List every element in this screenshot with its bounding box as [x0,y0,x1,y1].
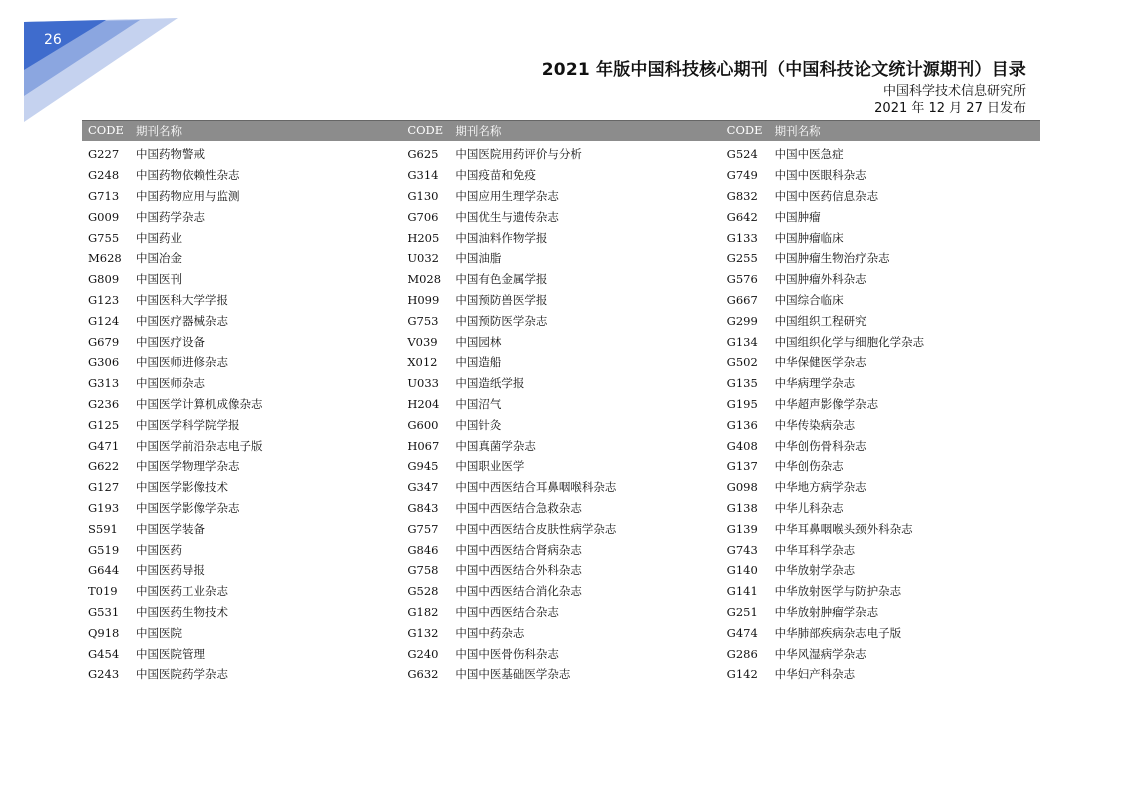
journal-name: 中国肿瘤临床 [774,230,844,245]
journal-code: G642 [726,209,758,224]
table-row [401,560,720,581]
table-row [401,227,720,248]
journal-code: G502 [726,355,758,370]
journal-name: 中国职业医学 [455,459,525,474]
journal-name: 中国医刊 [136,272,182,287]
corner-decoration [0,0,180,130]
table-row [82,269,401,290]
journal-name: 中国预防医学杂志 [455,313,548,328]
journal-code: U033 [407,376,439,391]
journal-code: G474 [726,625,758,640]
journal-name: 中国中西医结合皮肤性病学杂志 [455,521,617,536]
table-row [82,248,401,269]
publish-date: 2021 年 12 月 27 日发布 [874,101,1026,116]
journal-name: 中国中医骨伤科杂志 [455,646,559,661]
journal-code: G471 [88,438,120,453]
journal-name: 中国针灸 [455,417,502,432]
journal-name: 中国中药杂志 [455,625,525,640]
journal-name: 中华病理学杂志 [774,376,856,391]
journal-name: 中华保健医学杂志 [774,355,867,370]
journal-name: 中华地方病学杂志 [774,480,867,495]
journal-name: 中国医学影像学杂志 [136,500,240,515]
journal-name: 中国药物警戒 [136,147,205,162]
table-row [401,310,720,331]
journal-code: M628 [88,251,122,266]
journal-name: 中国中西医结合肾病杂志 [455,542,582,557]
table-row [82,435,401,456]
journal-code: Q918 [88,625,120,640]
journal-name: 中国药物应用与监测 [136,188,240,203]
journal-code: G667 [726,292,758,307]
table-row [401,248,720,269]
table-row [721,165,1040,186]
table-column [82,144,401,685]
journal-code: X012 [407,355,438,370]
journal-code: T019 [88,584,118,599]
table-row [721,518,1040,539]
journal-code: G142 [726,667,758,682]
journal-name: 中华创伤骨科杂志 [774,438,867,453]
journal-name: 中国肿瘤 [774,209,821,224]
journal-code: G945 [407,459,439,474]
journal-code: G706 [407,209,439,224]
table-row [82,664,401,685]
journal-name: 中国中西医结合消化杂志 [455,584,582,599]
journal-code: G251 [726,604,758,619]
document-title: 2021 年版中国科技核心期刊（中国科技论文统计源期刊）目录 [541,60,1026,80]
table-row [721,186,1040,207]
journal-name: 中国沼气 [455,396,502,411]
journal-code: G133 [726,230,758,245]
journal-code: G134 [726,334,758,349]
journal-code: H204 [407,396,440,411]
journal-code: G743 [726,542,758,557]
journal-name: 中国中医药信息杂志 [774,188,879,203]
journal-code: G009 [88,209,120,224]
table-row [82,581,401,602]
journal-code: G130 [407,188,439,203]
journal-name: 中国中医眼科杂志 [774,168,867,183]
table-row [82,227,401,248]
table-row [82,373,401,394]
table-row [721,602,1040,623]
journal-name: 中国药业 [136,230,182,245]
table-row [721,227,1040,248]
journal-code: G135 [726,376,758,391]
table-column [721,144,1040,685]
journal-name: 中国医院用药评价与分析 [455,147,582,162]
journal-name: 中国园林 [455,334,502,349]
table-row [401,373,720,394]
table-row [721,248,1040,269]
code-header: CODE [88,123,124,137]
journal-name: 中国真菌学杂志 [455,438,536,453]
table-row [721,498,1040,519]
journal-code: G454 [88,646,120,661]
journal-table [82,120,1040,685]
journal-code: G137 [726,459,758,474]
journal-code: H067 [407,438,440,453]
journal-name: 中国医药工业杂志 [136,584,228,599]
journal-code: V039 [407,334,438,349]
journal-code: G625 [407,147,439,162]
journal-name: 中国肿瘤生物治疗杂志 [774,251,890,266]
journal-code: G755 [88,230,120,245]
journal-name: 中国医学物理学杂志 [136,459,240,474]
table-row [721,456,1040,477]
table-row [82,477,401,498]
journal-code: G347 [407,480,439,495]
journal-code: G519 [88,542,120,557]
table-row [721,331,1040,352]
table-row [82,560,401,581]
table-row [721,290,1040,311]
table-row [721,560,1040,581]
table-row [82,394,401,415]
table-row [82,622,401,643]
journal-name: 中华传染病杂志 [774,417,856,432]
journal-code: G240 [407,646,439,661]
journal-name: 中国造船 [455,355,502,370]
journal-name: 中国造纸学报 [455,376,525,391]
journal-code: G141 [726,584,758,599]
journal-name: 中华放射医学与防护杂志 [774,584,902,599]
journal-code: G195 [726,396,758,411]
table-row [721,477,1040,498]
code-header: CODE [726,123,763,137]
journal-code: G531 [88,604,120,619]
journal-name: 中国医疗设备 [136,334,205,349]
journal-name: 中国医学装备 [136,521,205,536]
journal-name: 中国中医基础医学杂志 [455,667,571,682]
table-header [82,121,1040,141]
table-row [82,310,401,331]
table-row [82,498,401,519]
journal-code: G098 [726,480,758,495]
journal-name: 中国优生与遗传杂志 [455,209,559,224]
journal-name: 中华风湿病学杂志 [774,646,867,661]
journal-name: 中国医科大学学报 [136,292,228,307]
journal-code: G753 [407,313,439,328]
table-row [82,165,401,186]
table-row [401,290,720,311]
journal-name: 中国预防兽医学报 [455,292,548,307]
journal-name: 中国医学影像技术 [136,480,228,495]
table-row [721,664,1040,685]
journal-name: 中华超声影像学杂志 [774,396,879,411]
journal-name: 中国综合临床 [774,292,844,307]
journal-code: G193 [88,500,120,515]
journal-code: G136 [726,417,758,432]
table-row [401,498,720,519]
journal-code: G139 [726,521,758,536]
journal-name: 中华妇产科杂志 [774,667,856,682]
journal-code: G140 [726,563,758,578]
journal-code: G236 [88,396,120,411]
journal-code: G138 [726,500,758,515]
table-row [401,456,720,477]
table-row [721,414,1040,435]
journal-name: 中华放射肿瘤学杂志 [774,604,879,619]
journal-code: G243 [88,667,120,682]
table-row [401,602,720,623]
table-row [82,331,401,352]
journal-code: G576 [726,272,758,287]
journal-code: G299 [726,313,758,328]
journal-code: G286 [726,646,758,661]
journal-code: G255 [726,251,758,266]
table-row [82,352,401,373]
journal-name: 中华肺部疾病杂志电子版 [774,625,902,640]
journal-code: G306 [88,355,120,370]
name-header: 期刊名称 [136,124,182,138]
journal-name: 中国有色金属学报 [455,272,548,287]
journal-code: H205 [407,230,440,245]
journal-code: G644 [88,563,120,578]
page-number: 26 [44,32,62,48]
table-row [401,394,720,415]
journal-name: 中国中西医结合耳鼻咽喉科杂志 [455,480,617,495]
journal-code: G632 [407,667,439,682]
table-row [721,435,1040,456]
journal-name: 中华耳鼻咽喉头颈外科杂志 [774,521,913,536]
name-header: 期刊名称 [774,124,821,138]
table-row [82,602,401,623]
table-row [721,622,1040,643]
table-row [401,331,720,352]
journal-code: G314 [407,168,439,183]
journal-code: G600 [407,417,439,432]
table-body [82,144,1040,685]
journal-name: 中国油料作物学报 [455,230,548,245]
table-row [401,144,720,165]
name-header: 期刊名称 [455,124,502,138]
journal-name: 中国医师进修杂志 [136,355,228,370]
journal-name: 中华放射学杂志 [774,563,856,578]
journal-code: G758 [407,563,439,578]
journal-code: G809 [88,272,120,287]
journal-name: 中国中医急症 [774,147,844,162]
journal-code: G127 [88,480,120,495]
journal-code: G408 [726,438,758,453]
journal-name: 中华耳科学杂志 [774,542,856,557]
document-header [542,58,1026,117]
journal-name: 中国组织化学与细胞化学杂志 [774,334,925,349]
table-row [721,269,1040,290]
journal-name: 中国冶金 [136,251,182,266]
journal-name: 中国药物依赖性杂志 [136,168,240,183]
table-row [82,290,401,311]
journal-code: G524 [726,147,758,162]
journal-name: 中国医疗器械杂志 [136,313,228,328]
journal-code: H099 [407,292,440,307]
table-row [82,414,401,435]
table-row [721,581,1040,602]
journal-code: U032 [407,251,439,266]
journal-code: G248 [88,168,120,183]
journal-code: G182 [407,604,439,619]
table-row [401,352,720,373]
journal-name: 中国医药 [136,542,182,557]
table-row [401,269,720,290]
journal-name: 中华儿科杂志 [774,500,844,515]
journal-name: 中国医师杂志 [136,376,205,391]
journal-code: G227 [88,147,120,162]
journal-name: 中国疫苗和免疫 [455,168,536,183]
journal-code: G125 [88,417,120,432]
table-row [721,310,1040,331]
journal-code: M028 [407,272,442,287]
journal-code: G313 [88,376,120,391]
journal-code: G832 [726,188,758,203]
journal-name: 中国油脂 [455,251,502,266]
journal-name: 中国中西医结合外科杂志 [455,563,582,578]
journal-code: G713 [88,188,120,203]
table-row [82,186,401,207]
table-row [82,539,401,560]
table-row [82,206,401,227]
journal-code: G622 [88,459,120,474]
journal-code: G123 [88,292,120,307]
table-row [82,144,401,165]
journal-name: 中国医学科学院学报 [136,417,240,432]
table-row [401,581,720,602]
journal-name: 中国医院管理 [136,646,205,661]
table-row [401,206,720,227]
table-row [721,206,1040,227]
journal-code: G757 [407,521,439,536]
journal-name: 中国医学计算机成像杂志 [136,396,263,411]
table-row [401,622,720,643]
table-row [721,373,1040,394]
table-row [401,435,720,456]
journal-code: S591 [88,521,118,536]
journal-name: 中国中西医结合杂志 [455,604,559,619]
table-row [401,518,720,539]
journal-name: 中国中西医结合急救杂志 [455,500,582,515]
journal-name: 中国医药导报 [136,563,205,578]
journal-name: 中国医学前沿杂志电子版 [136,438,263,453]
table-row [401,664,720,685]
journal-name: 中国药学杂志 [136,209,205,224]
journal-code: G749 [726,168,758,183]
table-row [721,144,1040,165]
table-row [82,518,401,539]
publisher-name: 中国科学技术信息研究所 [882,84,1026,99]
table-row [401,539,720,560]
table-row [721,352,1040,373]
table-column [401,144,720,685]
table-row [82,643,401,664]
table-row [401,414,720,435]
table-row [82,456,401,477]
journal-code: G132 [407,625,439,640]
table-row [401,643,720,664]
code-header: CODE [407,123,444,137]
table-row [401,186,720,207]
table-row [721,643,1040,664]
journal-code: G846 [407,542,439,557]
journal-code: G679 [88,334,120,349]
journal-code: G528 [407,584,439,599]
journal-name: 中国应用生理学杂志 [455,188,559,203]
journal-code: G843 [407,500,439,515]
journal-name: 中国组织工程研究 [774,313,867,328]
journal-name: 中国医院 [136,625,182,640]
journal-name: 中国医药生物技术 [136,604,228,619]
table-row [721,539,1040,560]
journal-name: 中国医院药学杂志 [136,667,228,682]
table-row [721,394,1040,415]
journal-code: G124 [88,313,120,328]
table-row [401,165,720,186]
table-row [401,477,720,498]
journal-name: 中华创伤杂志 [774,459,844,474]
journal-name: 中国肿瘤外科杂志 [774,272,867,287]
